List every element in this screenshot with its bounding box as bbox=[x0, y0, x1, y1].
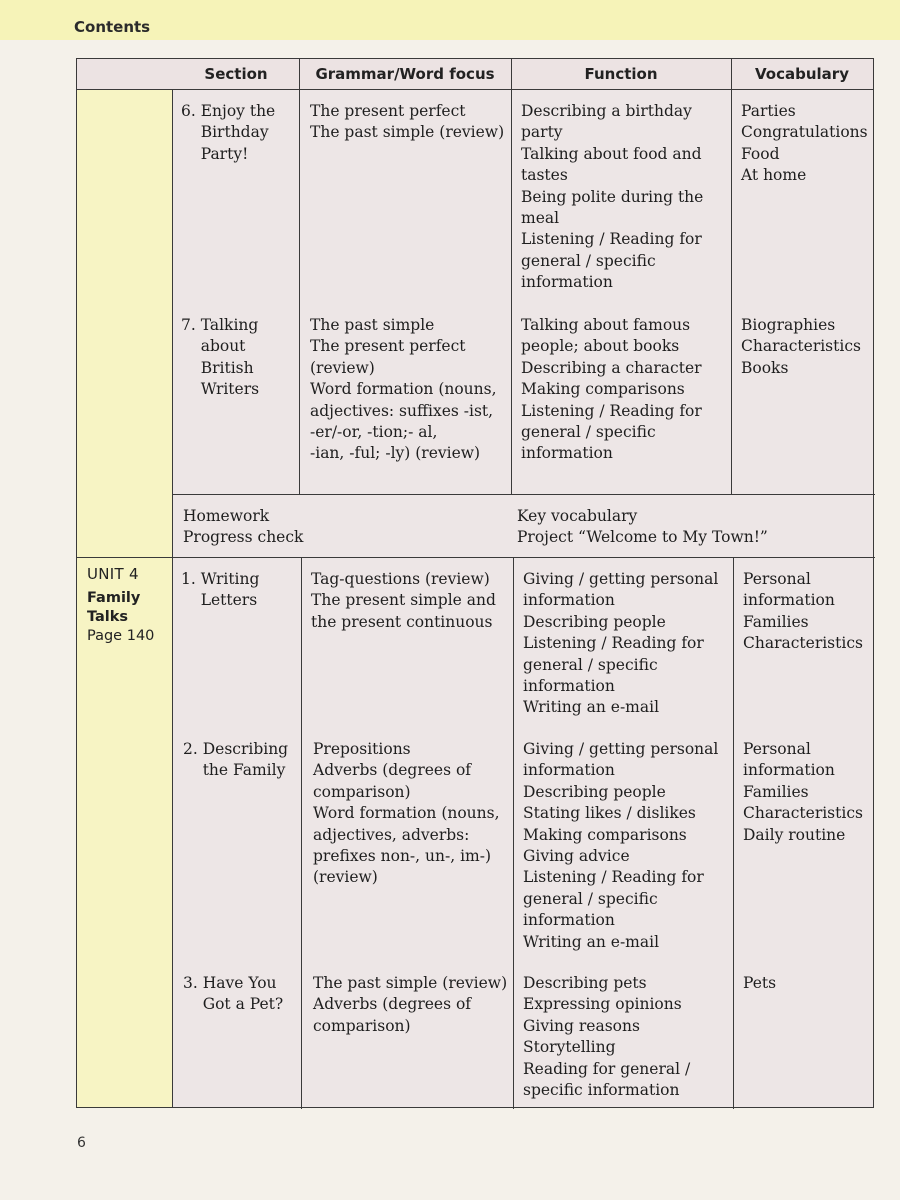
header-title: Contents bbox=[74, 18, 151, 36]
grid-line bbox=[173, 494, 875, 495]
u4r2-function: Giving / getting personal information Describing people Stating likes / dislikes Making comparisons Giving advice Listening / Reading for general / specific information Writing an e-mail bbox=[523, 740, 719, 951]
row7-grammar: The past simple The present perfect (review) Word formation (nouns, adjectives: suffixes -ist, -er/-or, -tion;- al, -ian, -ful; -ly) (review) bbox=[310, 316, 497, 463]
u4r3-grammar: The past simple (review) Adverbs (degrees of comparison) bbox=[313, 974, 508, 1035]
unit4-label bbox=[87, 565, 154, 646]
unit4-page: Page 140 bbox=[87, 628, 155, 644]
header-section: Section bbox=[204, 65, 268, 83]
u4r2-section: 2. Describing the Family bbox=[183, 740, 289, 780]
row6-section: 6. Enjoy the Birthday Party! bbox=[181, 102, 276, 163]
page-number: 6 bbox=[77, 1135, 86, 1151]
header-function: Function bbox=[584, 65, 658, 83]
homework-cell: Homework Progress check bbox=[183, 507, 304, 547]
row6-function: Describing a birthday party Talking about food and tastes Being polite during the meal Listening / Reading for general / specific information bbox=[521, 102, 704, 292]
row7-function: Talking about famous people; about books Describing a character Making comparisons Listening / Reading for general / specific information bbox=[521, 316, 702, 463]
u4r1-vocabulary: Personal information Families Characteristics bbox=[743, 570, 863, 653]
row6-vocabulary: Parties Congratulations Food At home bbox=[741, 102, 868, 185]
project-cell: Key vocabulary Project “Welcome to My Town!” bbox=[517, 507, 768, 547]
u4r3-function: Describing pets Expressing opinions Giving reasons Storytelling Reading for general / specific information bbox=[523, 974, 691, 1100]
u4r1-function: Giving / getting personal information Describing people Listening / Reading for general / specific information Writing an e-mail bbox=[523, 570, 719, 717]
row7-vocabulary: Biographies Characteristics Books bbox=[741, 316, 861, 377]
grid-line bbox=[731, 59, 732, 494]
unit4-name: Family Talks bbox=[87, 590, 141, 625]
grid-line bbox=[301, 557, 302, 1109]
contents-table bbox=[76, 58, 874, 1108]
unit4-number: UNIT 4 bbox=[87, 565, 139, 583]
grid-line bbox=[733, 557, 734, 1109]
u4r1-section: 1. Writing Letters bbox=[181, 570, 260, 610]
grid-line bbox=[511, 59, 512, 494]
header-vocabulary: Vocabulary bbox=[755, 65, 849, 83]
u4r2-grammar: Prepositions Adverbs (degrees of comparison) Word formation (nouns, adjectives, adverbs: prefixes non-, un-, im-) (review) bbox=[313, 740, 500, 887]
u4r3-section: 3. Have You Got a Pet? bbox=[183, 974, 284, 1014]
grid-line bbox=[513, 557, 514, 1109]
grid-line bbox=[77, 557, 875, 558]
row6-grammar: The present perfect The past simple (review) bbox=[310, 102, 505, 142]
u4r1-grammar: Tag-questions (review) The present simple and the present continuous bbox=[311, 570, 496, 631]
grid-line bbox=[299, 59, 300, 494]
u4r2-vocabulary: Personal information Families Characteristics Daily routine bbox=[743, 740, 863, 844]
header-grammar: Grammar/Word focus bbox=[315, 65, 495, 83]
u4r3-vocabulary: Pets bbox=[743, 974, 777, 992]
row7-section: 7. Talking about British Writers bbox=[181, 316, 260, 399]
table-header-row bbox=[77, 59, 873, 90]
page-header bbox=[0, 0, 900, 40]
